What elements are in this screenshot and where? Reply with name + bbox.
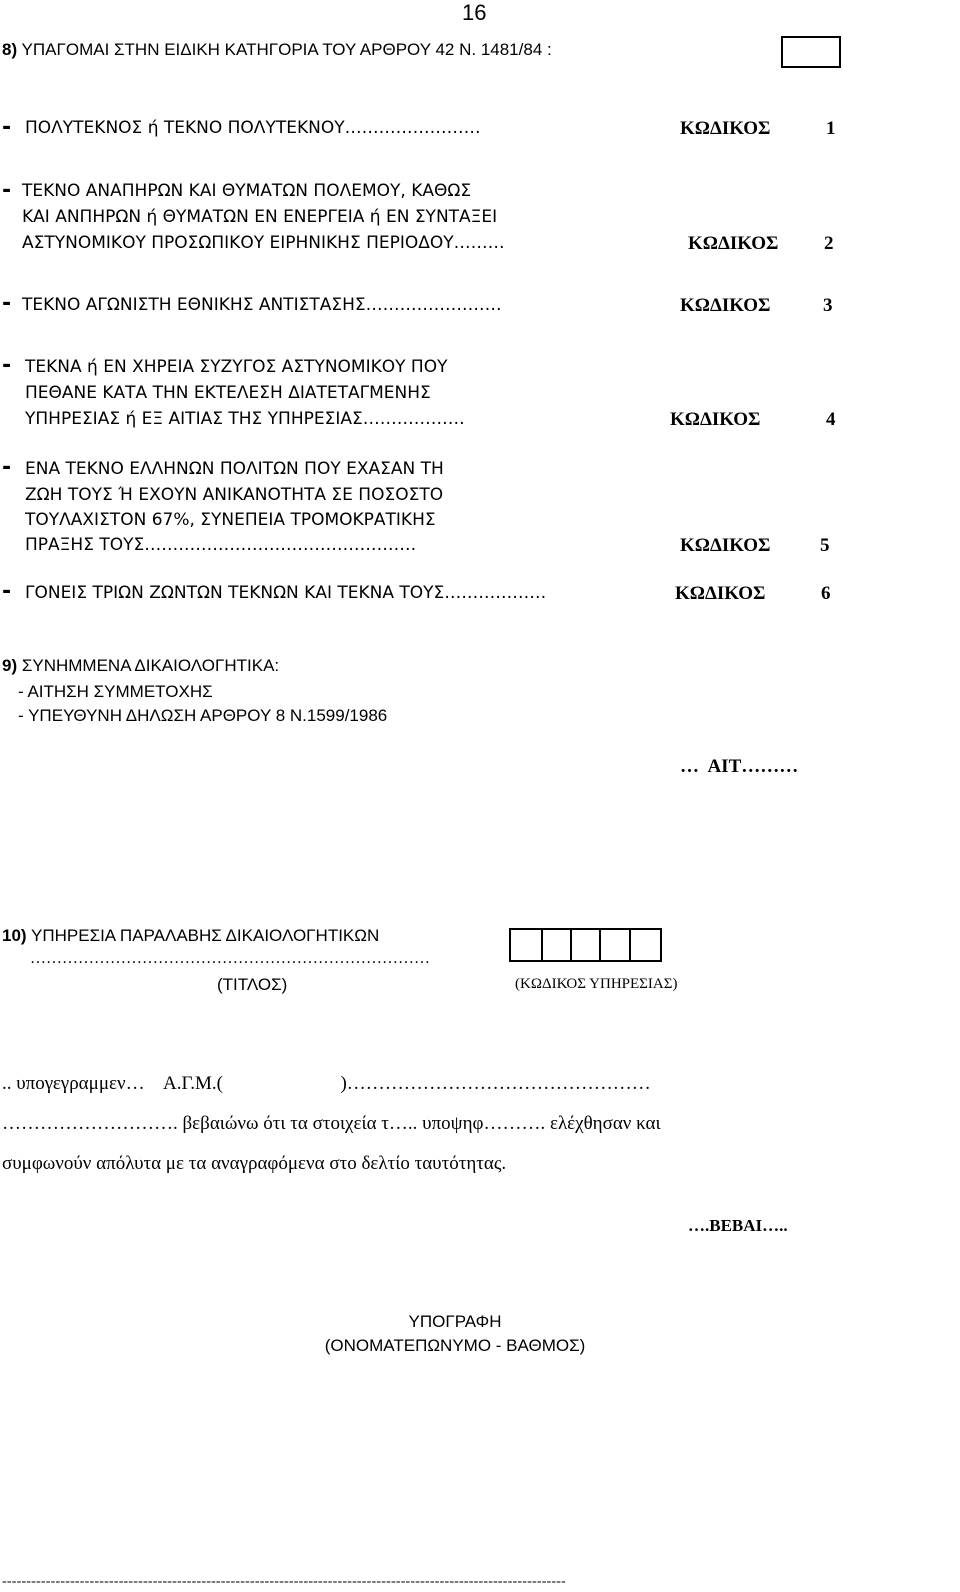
- section-9-heading: [2, 656, 279, 676]
- item-2-line-1: ΤΕΚΝΟ ΑΝΑΠΗΡΩΝ ΚΑΙ ΘΥΜΑΤΩΝ ΠΟΛΕΜΟΥ, ΚΑΘΩΣ: [22, 181, 472, 201]
- item-1-code: 1: [826, 118, 836, 139]
- service-code-label: (ΚΩΔΙΚΟΣ ΥΠΗΡΕΣΙΑΣ): [515, 976, 678, 992]
- item-6-code-label: ΚΩΔΙΚΟΣ: [675, 583, 766, 604]
- section-8-number: 8): [2, 40, 18, 59]
- item-dash: -: [2, 353, 12, 378]
- undersigned-text: .. υπογεγραμμεν…: [2, 1073, 145, 1094]
- section-8-title: ΥΠΑΓΟΜΑΙ ΣΤΗΝ ΕΙΔΙΚΗ ΚΑΤΗΓΟΡΙΑ ΤΟΥ ΑΡΘΡΟΥ 42 Ν. 1481/84 :: [21, 40, 552, 59]
- agm-label: Α.Γ.Μ.(: [163, 1073, 223, 1094]
- section-10-number: 10): [2, 926, 27, 945]
- item-dash: -: [2, 291, 12, 316]
- item-dash: -: [2, 455, 12, 480]
- item-5-line-3: ΤΟΥΛΑΧΙΣΤΟΝ 67%, ΣΥΝΕΠΕΙΑ ΤΡΟΜΟΚΡΑΤΙΚΗΣ: [25, 510, 436, 530]
- service-title-dots[interactable]: …………………………………………………………………: [30, 950, 430, 967]
- item-6-text: ΓΟΝΕΙΣ ΤΡΙΩΝ ΖΩΝΤΩΝ ΤΕΚΝΩΝ ΚΑΙ ΤΕΚΝΑ ΤΟΥΣ………………: [25, 583, 547, 603]
- signature-label: ΥΠΟΓΡΑΦΗ: [408, 1312, 502, 1331]
- item-5-line-1: ΕΝΑ ΤΕΚΝΟ ΕΛΛΗΝΩΝ ΠΟΛΙΤΩΝ ΠΟΥ ΕΧΑΣΑΝ ΤΗ: [25, 459, 444, 479]
- page-number: 16: [462, 0, 487, 25]
- attachment-item-1: - ΑΙΤΗΣΗ ΣΥΜΜΕΤΟΧΗΣ: [18, 682, 213, 701]
- item-4-line-2: ΠΕΘΑΝΕ ΚΑΤΑ ΤΗΝ ΕΚΤΕΛΕΣΗ ΔΙΑΤΕΤΑΓΜΕΝΗΣ: [25, 383, 431, 403]
- item-5-code-label: ΚΩΔΙΚΟΣ: [680, 535, 771, 556]
- cut-line: --------------------------------------------------------------------------------------------------------------------: [2, 1574, 567, 1589]
- item-5-line-4: ΠΡΑΞΗΣ ΤΟΥΣ…………………………………………: [25, 535, 417, 555]
- item-4-code-label: ΚΩΔΙΚΟΣ: [670, 409, 761, 430]
- item-dash: -: [2, 115, 12, 140]
- item-1-text: ΠΟΛΥΤΕΚΝΟΣ ή ΤΕΚΝΟ ΠΟΛΥΤΕΚΝΟΥ……………………: [25, 118, 481, 138]
- item-1-code-label: ΚΩΔΙΚΟΣ: [680, 118, 771, 139]
- item-5-code: 5: [820, 535, 830, 556]
- ait-field: … ΑΙΤ………: [680, 756, 799, 777]
- item-4-line-3: ΥΠΗΡΕΣΙΑΣ ή ΕΞ ΑΙΤΙΑΣ ΤΗΣ ΥΠΗΡΕΣΙΑΣ………………: [25, 409, 465, 429]
- section-10-title: ΥΠΗΡΕΣΙΑ ΠΑΡΑΛΑΒΗΣ ΔΙΚΑΙΟΛΟΓΗΤΙΚΩΝ: [31, 926, 380, 945]
- item-4-code: 4: [826, 409, 836, 430]
- item-dash: -: [2, 579, 12, 604]
- item-3-text: ΤΕΚΝΟ ΑΓΩΝΙΣΤΗ ΕΘΝΙΚΗΣ ΑΝΤΙΣΤΑΣΗΣ……………………: [22, 295, 502, 315]
- item-4-line-1: ΤΕΚΝΑ ή ΕΝ ΧΗΡΕΙΑ ΣΥΖΥΓΟΣ ΑΣΤΥΝΟΜΙΚΟΥ ΠΟΥ: [25, 357, 448, 377]
- item-2-line-2: ΚΑΙ ΑΝΠΗΡΩΝ ή ΘΥΜΑΤΩΝ ΕΝ ΕΝΕΡΓΕΙΑ ή ΕΝ ΣΥΝΤΑΞΕΙ: [22, 207, 498, 227]
- service-title-label: (ΤΙΤΛΟΣ): [217, 975, 288, 994]
- certification-line: ………………………. βεβαιώνω ότι τα στοιχεία τ….. υποψηφ………. ελέχθησαν και: [2, 1113, 661, 1134]
- item-2-code: 2: [824, 233, 834, 254]
- section-10-heading: [2, 926, 379, 946]
- item-2-line-3: ΑΣΤΥΝΟΜΙΚΟΥ ΠΡΟΣΩΠΙΚΟΥ ΕΙΡΗΝΙΚΗΣ ΠΕΡΙΟΔΟΥ………: [22, 233, 505, 253]
- attachment-item-2: - ΥΠΕΥΘΥΝΗ ΔΗΛΩΣΗ ΑΡΘΡΟΥ 8 Ν.1599/1986: [18, 706, 388, 725]
- agm-dots[interactable]: )…………………………………………: [340, 1073, 651, 1094]
- confirmation-text: ….ΒΕΒΑΙ…..: [688, 1216, 788, 1235]
- service-code-boxes[interactable]: [509, 928, 662, 962]
- item-2-code-label: ΚΩΔΙΚΟΣ: [688, 233, 779, 254]
- item-5-line-2: ΖΩΗ ΤΟΥΣ Ή ΕΧΟΥΝ ΑΝΙΚΑΝΟΤΗΤΑ ΣΕ ΠΟΣΟΣΤΟ: [25, 485, 444, 505]
- item-dash: -: [2, 178, 12, 203]
- item-3-code: 3: [823, 295, 833, 316]
- item-6-code: 6: [821, 583, 831, 604]
- category-code-box[interactable]: [781, 36, 841, 68]
- signature-sublabel: (ΟΝΟΜΑΤΕΠΩΝΥΜΟ - ΒΑΘΜΟΣ): [324, 1336, 586, 1355]
- item-3-code-label: ΚΩΔΙΚΟΣ: [680, 295, 771, 316]
- section-9-title: ΣΥΝΗΜΜΕΝΑ ΔΙΚΑΙΟΛΟΓΗΤΙΚΑ:: [21, 656, 280, 675]
- undersigned-line: [2, 1073, 651, 1095]
- section-9-number: 9): [2, 656, 18, 675]
- section-8-heading: [2, 40, 552, 60]
- agreement-line: συμφωνούν απόλυτα με τα αναγραφόμενα στο δελτίο ταυτότητας.: [2, 1153, 507, 1174]
